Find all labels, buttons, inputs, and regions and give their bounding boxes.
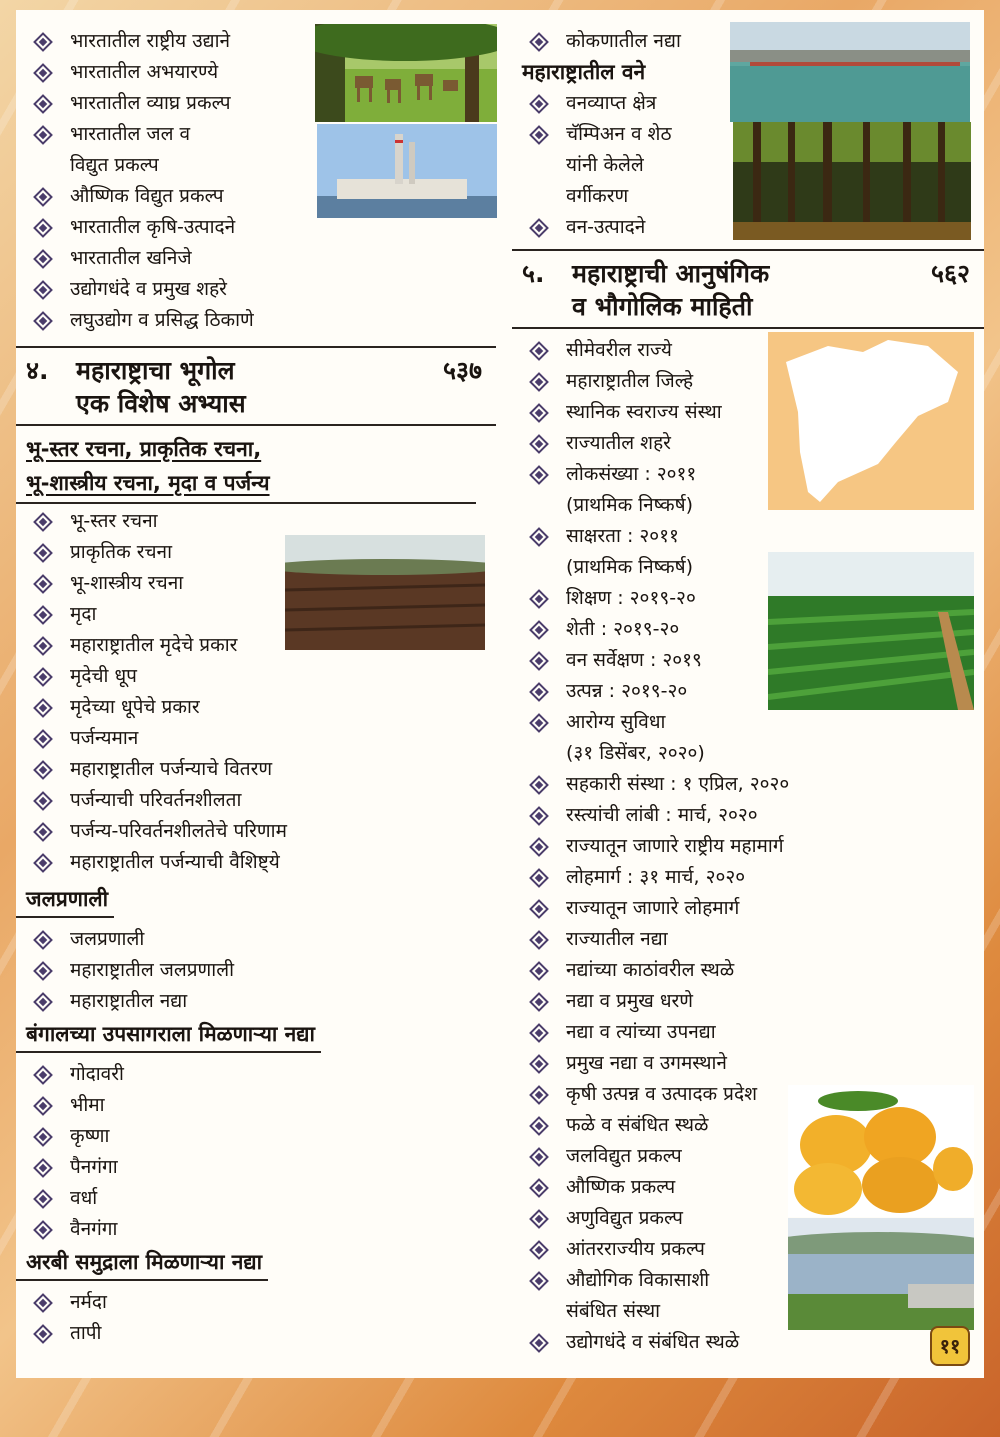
diamond-bullet-icon <box>530 126 548 144</box>
diamond-bullet-icon <box>34 993 52 1011</box>
list-item[interactable]: नद्या व प्रमुख धरणे <box>512 986 984 1017</box>
section-heading: जलप्रणाली <box>16 882 114 918</box>
list-item[interactable]: पर्जन्यमान <box>16 723 496 754</box>
section-heading: भू-शास्त्रीय रचना, मृदा व पर्जन्य <box>26 471 270 495</box>
list-item[interactable]: साक्षरता : २०११ <box>512 521 984 552</box>
diamond-bullet-icon <box>530 621 548 639</box>
list-item[interactable]: सहकारी संस्था : १ एप्रिल, २०२० <box>512 769 984 800</box>
list-item[interactable]: वनव्याप्त क्षेत्र <box>512 88 984 119</box>
diamond-bullet-icon <box>34 1294 52 1312</box>
diamond-bullet-icon <box>34 1325 52 1343</box>
section-heading: बंगालच्या उपसागराला मिळणाऱ्या नद्या <box>16 1017 321 1053</box>
list-item[interactable]: आरोग्य सुविधा <box>512 707 984 738</box>
section2-list <box>16 924 496 1017</box>
diamond-bullet-icon <box>530 1334 548 1352</box>
diamond-bullet-icon <box>530 219 548 237</box>
list-item[interactable]: कोकणातील नद्या <box>512 26 984 57</box>
diamond-bullet-icon <box>530 590 548 608</box>
section3-list <box>16 1059 496 1245</box>
list-item[interactable]: नद्यांच्या काठांवरील स्थळे <box>512 955 984 986</box>
ploughed-field-photo <box>285 535 485 650</box>
chapter-number: ४. <box>26 356 49 385</box>
list-item[interactable]: भारतातील राष्ट्रीय उद्याने <box>16 26 496 57</box>
list-item[interactable]: भारतातील खनिजे <box>16 243 496 274</box>
diamond-bullet-icon <box>530 466 548 484</box>
diamond-bullet-icon <box>34 544 52 562</box>
list-item[interactable]: पैनगंगा <box>16 1152 496 1183</box>
maharashtra-map-icon <box>768 332 974 510</box>
diamond-bullet-icon <box>530 807 548 825</box>
section-rule <box>16 502 476 504</box>
diamond-bullet-icon <box>530 931 548 949</box>
list-item[interactable]: भीमा <box>16 1090 496 1121</box>
list-item[interactable]: राज्यातून जाणारे राष्ट्रीय महामार्ग <box>512 831 984 862</box>
list-item[interactable]: कृषी उत्पन्न व उत्पादक प्रदेश <box>512 1079 984 1110</box>
list-item[interactable]: भू-शास्त्रीय रचना <box>16 568 496 599</box>
diamond-bullet-icon <box>530 1055 548 1073</box>
chapter-title-line2: एक विशेष अभ्यास <box>76 389 246 418</box>
diamond-bullet-icon <box>530 1148 548 1166</box>
list-item[interactable]: प्रमुख नद्या व उगमस्थाने <box>512 1048 984 1079</box>
list-item[interactable]: भारतातील अभयारण्ये <box>16 57 496 88</box>
list-item[interactable]: राज्यातील नद्या <box>512 924 984 955</box>
diamond-bullet-icon <box>34 931 52 949</box>
dam-photo <box>788 1218 974 1330</box>
diamond-bullet-icon <box>34 637 52 655</box>
diamond-bullet-icon <box>530 962 548 980</box>
diamond-bullet-icon <box>530 1272 548 1290</box>
list-item[interactable]: राज्यातील शहरे <box>512 428 984 459</box>
mangoes-photo <box>788 1085 974 1217</box>
chapter-title-line1: महाराष्ट्राची आनुषंगिक <box>572 259 770 288</box>
chapter-title-line2: व भौगोलिक माहिती <box>572 292 753 321</box>
list-item[interactable]: भारतातील कृषि-उत्पादने <box>16 212 496 243</box>
diamond-bullet-icon <box>530 1117 548 1135</box>
diamond-bullet-icon <box>34 823 52 841</box>
list-item[interactable]: लोहमार्ग : ३१ मार्च, २०२० <box>512 862 984 893</box>
list-item[interactable]: गोदावरी <box>16 1059 496 1090</box>
section4-list <box>16 1287 496 1349</box>
diamond-bullet-icon <box>530 652 548 670</box>
diamond-bullet-icon <box>34 1221 52 1239</box>
diamond-bullet-icon <box>530 404 548 422</box>
diamond-bullet-icon <box>34 962 52 980</box>
diamond-bullet-icon <box>34 575 52 593</box>
list-item[interactable]: महाराष्ट्रातील जिल्हे <box>512 366 984 397</box>
list-item[interactable]: स्थानिक स्वराज्य संस्था <box>512 397 984 428</box>
list-item[interactable]: शेती : २०१९-२० <box>512 614 984 645</box>
diamond-bullet-icon <box>530 900 548 918</box>
list-item[interactable]: वन सर्वेक्षण : २०१९ <box>512 645 984 676</box>
list-item[interactable]: मृदेची धूप <box>16 661 496 692</box>
diamond-bullet-icon <box>34 219 52 237</box>
list-item-continuation: संबंधित संस्था <box>566 1300 661 1322</box>
list-item[interactable]: मृदा <box>16 599 496 630</box>
diamond-bullet-icon <box>530 1210 548 1228</box>
list-item[interactable]: औष्णिक प्रकल्प <box>512 1172 984 1203</box>
page-number-badge: ११ <box>930 1326 970 1366</box>
list-item[interactable]: लघुउद्योग व प्रसिद्ध ठिकाणे <box>16 305 496 336</box>
list-item[interactable]: उद्योगधंदे व प्रमुख शहरे <box>16 274 496 305</box>
chapter-5-heading[interactable] <box>512 251 984 327</box>
diamond-bullet-icon <box>530 1179 548 1197</box>
list-item[interactable]: प्राकृतिक रचना <box>16 537 496 568</box>
list-item[interactable]: औद्योगिक विकासाशी <box>512 1265 984 1296</box>
diamond-bullet-icon <box>34 513 52 531</box>
diamond-bullet-icon <box>34 1066 52 1084</box>
diamond-bullet-icon <box>34 730 52 748</box>
diamond-bullet-icon <box>34 33 52 51</box>
list-item[interactable]: औष्णिक विद्युत प्रकल्प <box>16 181 496 212</box>
list-item[interactable]: तापी <box>16 1318 496 1349</box>
diamond-bullet-icon <box>530 528 548 546</box>
diamond-bullet-icon <box>34 281 52 299</box>
diamond-bullet-icon <box>34 792 52 810</box>
list-item[interactable]: रस्त्यांची लांबी : मार्च, २०२० <box>512 800 984 831</box>
diamond-bullet-icon <box>530 33 548 51</box>
list-item[interactable]: मृदेच्या धूपेचे प्रकार <box>16 692 496 723</box>
diamond-bullet-icon <box>34 250 52 268</box>
list-item[interactable]: जलप्रणाली <box>16 924 496 955</box>
section-heading: अरबी समुद्राला मिळणाऱ्या नद्या <box>16 1245 268 1281</box>
list-item[interactable]: महाराष्ट्रातील मृदेचे प्रकार <box>16 630 496 661</box>
list-item[interactable]: महाराष्ट्रातील नद्या <box>16 986 496 1017</box>
chapter-4-heading[interactable] <box>16 348 496 424</box>
list-item[interactable]: फळे व संबंधित स्थळे <box>512 1110 984 1141</box>
list-item[interactable]: वैनगंगा <box>16 1214 496 1245</box>
diamond-bullet-icon <box>530 838 548 856</box>
list-item[interactable]: वन-उत्पादने <box>512 212 984 243</box>
list-item[interactable]: सीमेवरील राज्ये <box>512 335 984 366</box>
chapter-page-number: ५३७ <box>442 356 482 385</box>
list-item[interactable]: महाराष्ट्रातील पर्जन्याचे वितरण <box>16 754 496 785</box>
diamond-bullet-icon <box>34 64 52 82</box>
diamond-bullet-icon <box>34 312 52 330</box>
deer-park-photo <box>315 24 497 122</box>
list-item[interactable]: आंतरराज्यीय प्रकल्प <box>512 1234 984 1265</box>
list-item[interactable]: अणुविद्युत प्रकल्प <box>512 1203 984 1234</box>
diamond-bullet-icon <box>530 435 548 453</box>
forest-photo <box>733 122 971 240</box>
diamond-bullet-icon <box>530 95 548 113</box>
diamond-bullet-icon <box>530 776 548 794</box>
list-item-continuation: (प्राथमिक निष्कर्ष) <box>566 494 693 516</box>
list-item-continuation: वर्गीकरण <box>566 185 629 207</box>
toc-page <box>16 10 984 1378</box>
diamond-bullet-icon <box>34 761 52 779</box>
list-item[interactable]: शिक्षण : २०१९-२० <box>512 583 984 614</box>
diamond-bullet-icon <box>530 869 548 887</box>
list-item[interactable]: पर्जन्याची परिवर्तनशीलता <box>16 785 496 816</box>
list-item[interactable]: महाराष्ट्रातील पर्जन्याची वैशिष्ट्ये <box>16 847 496 878</box>
list-item-continuation: (३१ डिसेंबर, २०२०) <box>566 742 705 764</box>
section-heading: महाराष्ट्रातील वने <box>522 60 646 84</box>
diamond-bullet-icon <box>34 854 52 872</box>
diamond-bullet-icon <box>34 1159 52 1177</box>
section-heading: भू-स्तर रचना, प्राकृतिक रचना, <box>26 437 262 461</box>
diamond-bullet-icon <box>530 373 548 391</box>
diamond-bullet-icon <box>34 1097 52 1115</box>
list-item[interactable]: चॅम्पिअन व शेठ <box>512 119 984 150</box>
chapter-page-number: ५६२ <box>930 259 970 288</box>
diamond-bullet-icon <box>34 606 52 624</box>
chapter-title-line1: महाराष्ट्राचा भूगोल <box>76 356 235 385</box>
diamond-bullet-icon <box>34 126 52 144</box>
list-item[interactable]: महाराष्ट्रातील जलप्रणाली <box>16 955 496 986</box>
crop-field-photo <box>768 552 974 710</box>
list-item[interactable]: भू-स्तर रचना <box>16 506 496 537</box>
list-item[interactable]: कृष्णा <box>16 1121 496 1152</box>
chapter-divider <box>512 327 984 329</box>
list-item[interactable]: नद्या व त्यांच्या उपनद्या <box>512 1017 984 1048</box>
river-bridge-photo <box>730 22 970 122</box>
chapter-divider <box>16 424 496 426</box>
list-item[interactable]: जलविद्युत प्रकल्प <box>512 1141 984 1172</box>
list-item[interactable]: नर्मदा <box>16 1287 496 1318</box>
diamond-bullet-icon <box>530 714 548 732</box>
diamond-bullet-icon <box>34 95 52 113</box>
diamond-bullet-icon <box>530 683 548 701</box>
list-item-continuation: विद्युत प्रकल्प <box>70 154 159 176</box>
list-item[interactable]: भारतातील जल व <box>16 119 496 150</box>
power-plant-photo <box>317 124 497 218</box>
chapter-number: ५. <box>522 259 545 288</box>
diamond-bullet-icon <box>530 1086 548 1104</box>
diamond-bullet-icon <box>34 1190 52 1208</box>
list-item[interactable]: वर्धा <box>16 1183 496 1214</box>
diamond-bullet-icon <box>34 1128 52 1146</box>
list-item[interactable]: लोकसंख्या : २०११ <box>512 459 984 490</box>
diamond-bullet-icon <box>530 993 548 1011</box>
diamond-bullet-icon <box>34 668 52 686</box>
diamond-bullet-icon <box>530 1024 548 1042</box>
list-item[interactable]: राज्यातून जाणारे लोहमार्ग <box>512 893 984 924</box>
list-item[interactable]: पर्जन्य-परिवर्तनशीलतेचे परिणाम <box>16 816 496 847</box>
list-item[interactable]: भारतातील व्याघ्र प्रकल्प <box>16 88 496 119</box>
list-item[interactable]: उत्पन्न : २०१९-२० <box>512 676 984 707</box>
diamond-bullet-icon <box>530 342 548 360</box>
list-item[interactable]: उद्योगधंदे व संबंधित स्थळे <box>512 1327 984 1358</box>
diamond-bullet-icon <box>530 1241 548 1259</box>
diamond-bullet-icon <box>34 188 52 206</box>
diamond-bullet-icon <box>34 699 52 717</box>
list-item-continuation: (प्राथमिक निष्कर्ष) <box>566 556 693 578</box>
list-item-continuation: यांनी केलेले <box>566 154 644 176</box>
